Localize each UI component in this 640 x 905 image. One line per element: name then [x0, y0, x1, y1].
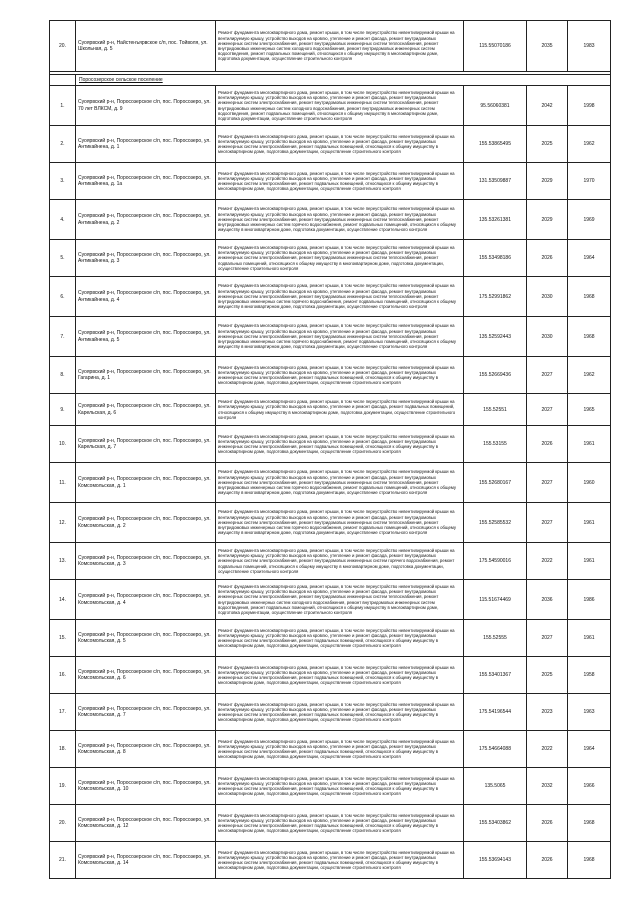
row-plan-year: 2027 [527, 357, 568, 394]
row-works: Ремонт фундамента многоквартирного дома, ремонт крыши, в том числе переустройство невентилируемой крыши на вентилируемую крышу, устройство выходов на кровлю, утепление и ремонт фасада, ремонт внутридомовых инженерных систем электроснабжения, ремонт внутридомовых инженерных систем теплоснабжения, ремонт внутридомовых инженерных систем холодного водоснабжения, ремонт внутридомовых инженерных систем водоотведения, ремонт подвальных помещений, относящихся к общему имуществу в многоквартирном доме, подготовка документации, осуществление строительного контроля [216, 21, 464, 72]
row-cost: 135.5065 [464, 768, 527, 805]
row-address: Суоярвский р-н, Поросозерское с/п, пос. Поросозеро, ул. Комсомольская, д. 5 [76, 620, 216, 657]
row-works: Ремонт фундамента многоквартирного дома, ремонт крыши, в том числе переустройство невентилируемой крыши на вентилируемую крышу, устройство выходов на кровлю, утепление и ремонт фасада, ремонт внутридомовых инженерных систем электроснабжения, ремонт внутридомовых инженерных систем теплоснабжения, ремонт внутридомовых инженерных систем холодного водоснабжения, ремонт внутридомовых инженерных систем водоотведения, ремонт подвальных помещений, относящихся к общему имуществу в многоквартирном доме, подготовка документации, осуществление строительного контроля [216, 86, 464, 126]
row-plan-year: 2036 [527, 580, 568, 620]
row-cost: 95.56060381 [464, 86, 527, 126]
row-works: Ремонт фундамента многоквартирного дома, ремонт крыши, в том числе переустройство невентилируемой крыши на вентилируемую крышу, устройство выходов на кровлю, утепление и ремонт фасада, ремонт внутридомовых инженерных систем электроснабжения, ремонт подвальных помещений, относящихся к общему имуществу в многоквартирном доме, подготовка документации, осуществление строительного контроля [216, 657, 464, 694]
row-cost: 155.53401367 [464, 657, 527, 694]
table-row [50, 277, 611, 317]
row-cost: 155.52551 [464, 394, 527, 426]
row-plan-year: 2030 [527, 277, 568, 317]
row-address: Суоярвский р-н, Поросозерское с/п, пос. Поросозеро, ул. Комсомольская, д. 10 [76, 768, 216, 805]
row-built-year: 1968 [568, 277, 611, 317]
table-row [50, 426, 611, 463]
row-cost: 155.52669436 [464, 357, 527, 394]
row-built-year: 1966 [568, 768, 611, 805]
row-cost: 131.53509887 [464, 163, 527, 200]
row-cost: 175.52991862 [464, 277, 527, 317]
row-number: 20. [50, 805, 76, 842]
table-row [50, 731, 611, 768]
row-number: 16. [50, 657, 76, 694]
table-row [50, 86, 611, 126]
row-built-year: 1986 [568, 580, 611, 620]
row-built-year: 1960 [568, 463, 611, 503]
row-plan-year: 2042 [527, 86, 568, 126]
table-body [50, 21, 611, 879]
row-cost: 155.53498186 [464, 240, 527, 277]
row-plan-year: 2029 [527, 163, 568, 200]
section-row [50, 75, 611, 86]
row-works: Ремонт фундамента многоквартирного дома, ремонт крыши, в том числе переустройство невентилируемой крыши на вентилируемую крышу, устройство выходов на кровлю, утепление и ремонт фасада, ремонт внутридомовых инженерных систем электроснабжения, ремонт внутридомовых инженерных систем теплоснабжения, ремонт внутридомовых инженерных систем горячего водоснабжения, ремонт подвальных помещений, относящихся к общему имуществу в многоквартирном доме, подготовка документации, осуществление строительного контроля [216, 200, 464, 240]
row-works: Ремонт фундамента многоквартирного дома, ремонт крыши, в том числе переустройство невентилируемой крыши на вентилируемую крышу, устройство выходов на кровлю, утепление и ремонт фасада, ремонт внутридомовых инженерных систем электроснабжения, ремонт внутридомовых инженерных систем горячего водоснабжения, ремонт подвальных помещений, относящихся к общему имуществу в многоквартирном доме, подготовка документации, осуществление строительного контроля [216, 543, 464, 580]
row-works: Ремонт фундамента многоквартирного дома, ремонт крыши, в том числе переустройство невентилируемой крыши на вентилируемую крышу, устройство выходов на кровлю, утепление и ремонт фасада, ремонт внутридомовых инженерных систем электроснабжения, ремонт внутридомовых инженерных систем теплоснабжения, ремонт внутридомовых инженерных систем горячего водоснабжения, ремонт подвальных помещений, относящихся к общему имуществу в многоквартирном доме, подготовка документации, осуществление строительного контроля [216, 463, 464, 503]
row-number: 14. [50, 580, 76, 620]
row-cost: 175.54196544 [464, 694, 527, 731]
table-row [50, 357, 611, 394]
row-plan-year: 2026 [527, 842, 568, 879]
section-num-cell [50, 75, 76, 86]
row-address: Суоярвский р-н, Поросозерское с/п, пос. Поросозеро, ул. Комсомольская, д. 7 [76, 694, 216, 731]
row-number: 19. [50, 768, 76, 805]
row-works: Ремонт фундамента многоквартирного дома, ремонт крыши, в том числе переустройство невентилируемой крыши на вентилируемую крышу, устройство выходов на кровлю, утепление и ремонт фасада, ремонт внутридомовых инженерных систем электроснабжения, ремонт подвальных помещений, относящихся к общему имуществу в многоквартирном доме, подготовка документации, осуществление строительного контроля [216, 126, 464, 163]
row-plan-year: 2035 [527, 21, 568, 72]
row-address: Суоярвский р-н, Поросозерское с/п, пос. Поросозеро, ул. Комсомольская, д. 4 [76, 580, 216, 620]
row-address: Суоярвский р-н, Поросозерское с/п, пос. Поросозеро, ул. 70 лет ВЛКСМ, д. 9 [76, 86, 216, 126]
row-number: 2. [50, 126, 76, 163]
row-plan-year: 2026 [527, 240, 568, 277]
row-works: Ремонт фундамента многоквартирного дома, ремонт крыши, в том числе переустройство невентилируемой крыши на вентилируемую крышу, устройство выходов на кровлю, утепление и ремонт фасада, ремонт внутридомовых инженерных систем электроснабжения, ремонт подвальных помещений, относящихся к общему имуществу в многоквартирном доме, подготовка документации, осуществление строительного контроля [216, 805, 464, 842]
row-plan-year: 2029 [527, 200, 568, 240]
row-number: 7. [50, 317, 76, 357]
row-address: Суоярвский р-н, Поросозерское с/п, пос. Поросозеро, ул. Антикайнена, д. 2 [76, 200, 216, 240]
row-works: Ремонт фундамента многоквартирного дома, ремонт крыши, в том числе переустройство невентилируемой крыши на вентилируемую крышу, устройство выходов на кровлю, утепление и ремонт фасада, ремонт внутридомовых инженерных систем электроснабжения, ремонт подвальных помещений, относящихся к общему имуществу в многоквартирном доме, подготовка документации, осуществление строительного контроля [216, 694, 464, 731]
row-built-year: 1961 [568, 620, 611, 657]
row-built-year: 1968 [568, 317, 611, 357]
row-address: Суоярвский р-н, Поросозерское с/п, пос. Поросозеро, ул. Комсомольская, д. 1 [76, 463, 216, 503]
table-row [50, 694, 611, 731]
table-row [50, 620, 611, 657]
row-address: Суоярвский р-н, Найстенъярвское с/п, пос. Тойволя, ул. Школьная, д. 5 [76, 21, 216, 72]
table-row [50, 200, 611, 240]
table-row [50, 463, 611, 503]
table-row [50, 163, 611, 200]
row-works: Ремонт фундамента многоквартирного дома, ремонт крыши, в том числе переустройство невентилируемой крыши на вентилируемую крышу, устройство выходов на кровлю, утепление и ремонт фасада, ремонт подвальных помещений, относящихся к общему имуществу в многоквартирном доме, подготовка документации, осуществление строительного контроля [216, 394, 464, 426]
table-row [50, 768, 611, 805]
row-cost: 155.53155 [464, 426, 527, 463]
row-built-year: 1961 [568, 543, 611, 580]
row-number: 3. [50, 163, 76, 200]
row-number: 18. [50, 731, 76, 768]
row-plan-year: 2027 [527, 394, 568, 426]
row-address: Суоярвский р-н, Поросозерское с/п, пос. Поросозеро, ул. Антикайнена, д. 5 [76, 317, 216, 357]
row-built-year: 1958 [568, 657, 611, 694]
row-plan-year: 2022 [527, 543, 568, 580]
section-title: Поросозерское сельское поселение [76, 75, 611, 86]
row-address: Суоярвский р-н, Поросозерское с/п, пос. Поросозеро, ул. Антикайнена, д. 3 [76, 240, 216, 277]
table-row [50, 543, 611, 580]
row-cost: 135.52592443 [464, 317, 527, 357]
table-row [50, 21, 611, 72]
row-cost: 155.52680167 [464, 463, 527, 503]
row-number: 5. [50, 240, 76, 277]
row-plan-year: 2025 [527, 657, 568, 694]
row-cost: 175.54590016 [464, 543, 527, 580]
row-plan-year: 2023 [527, 694, 568, 731]
row-number: 15. [50, 620, 76, 657]
table-row [50, 126, 611, 163]
row-number: 4. [50, 200, 76, 240]
row-works: Ремонт фундамента многоквартирного дома, ремонт крыши, в том числе переустройство невентилируемой крыши на вентилируемую крышу, устройство выходов на кровлю, утепление и ремонт фасада, ремонт внутридомовых инженерных систем электроснабжения, ремонт подвальных помещений, относящихся к общему имуществу в многоквартирном доме, подготовка документации, осуществление строительного контроля [216, 842, 464, 879]
row-address: Суоярвский р-н, Поросозерское с/п, пос. Поросозеро, ул. Комсомольская, д. 12 [76, 805, 216, 842]
row-number: 9. [50, 394, 76, 426]
row-built-year: 1961 [568, 426, 611, 463]
row-number: 8. [50, 357, 76, 394]
table-row [50, 805, 611, 842]
row-address: Суоярвский р-н, Поросозерское с/п, пос. Поросозеро, ул. Гагарина, д. 1 [76, 357, 216, 394]
row-address: Суоярвский р-н, Поросозерское с/п, пос. Поросозеро, ул. Комсомольская, д. 3 [76, 543, 216, 580]
row-cost: 135.53261381 [464, 200, 527, 240]
row-built-year: 1965 [568, 394, 611, 426]
row-works: Ремонт фундамента многоквартирного дома, ремонт крыши, в том числе переустройство невентилируемой крыши на вентилируемую крышу, устройство выходов на кровлю, утепление и ремонт фасада, ремонт внутридомовых инженерных систем электроснабжения, ремонт подвальных помещений, относящихся к общему имуществу в многоквартирном доме, подготовка документации, осуществление строительного контроля [216, 620, 464, 657]
row-works: Ремонт фундамента многоквартирного дома, ремонт крыши, в том числе переустройство невентилируемой крыши на вентилируемую крышу, устройство выходов на кровлю, утепление и ремонт фасада, ремонт внутридомовых инженерных систем электроснабжения, ремонт внутридомовых инженерных систем теплоснабжения, ремонт внутридомовых инженерных систем горячего водоснабжения, ремонт подвальных помещений, относящихся к общему имуществу в многоквартирном доме, подготовка документации, осуществление строительного контроля [216, 317, 464, 357]
table-row [50, 842, 611, 879]
row-number: 13. [50, 543, 76, 580]
row-number: 21. [50, 842, 76, 879]
row-built-year: 1983 [568, 21, 611, 72]
row-works: Ремонт фундамента многоквартирного дома, ремонт крыши, в том числе переустройство невентилируемой крыши на вентилируемую крышу, устройство выходов на кровлю, утепление и ремонт фасада, ремонт внутридомовых инженерных систем электроснабжения, ремонт внутридомовых инженерных систем теплоснабжения, ремонт внутридомовых инженерных систем холодного водоснабжения, ремонт внутридомовых инженерных систем водоотведения, ремонт подвальных помещений, относящихся к общему имуществу в многоквартирном доме, подготовка документации, осуществление строительного контроля [216, 580, 464, 620]
row-built-year: 1964 [568, 240, 611, 277]
row-address: Суоярвский р-н, Поросозерское с/п, пос. Поросозеро, ул. Комсомольская, д. 6 [76, 657, 216, 694]
row-built-year: 1963 [568, 694, 611, 731]
row-address: Суоярвский р-н, Поросозерское с/п, пос. Поросозеро, ул. Карельская, д. 7 [76, 426, 216, 463]
table-row [50, 317, 611, 357]
row-built-year: 1962 [568, 126, 611, 163]
row-plan-year: 2027 [527, 463, 568, 503]
row-built-year: 1962 [568, 357, 611, 394]
row-number: 20. [50, 21, 76, 72]
row-built-year: 1970 [568, 163, 611, 200]
row-cost: 175.54664088 [464, 731, 527, 768]
row-address: Суоярвский р-н, Поросозерское с/п, пос. Поросозеро, ул. Карельская, д. 6 [76, 394, 216, 426]
table-row [50, 394, 611, 426]
row-built-year: 1998 [568, 86, 611, 126]
row-works: Ремонт фундамента многоквартирного дома, ремонт крыши, в том числе переустройство невентилируемой крыши на вентилируемую крышу, устройство выходов на кровлю, утепление и ремонт фасада, ремонт внутридомовых инженерных систем электроснабжения, ремонт внутридомовых инженерных систем теплоснабжения, ремонт внутридомовых инженерных систем горячего водоснабжения, ремонт подвальных помещений, относящихся к общему имуществу в многоквартирном доме, подготовка документации, осуществление строительного контроля [216, 277, 464, 317]
row-number: 10. [50, 426, 76, 463]
row-number: 17. [50, 694, 76, 731]
row-plan-year: 2025 [527, 126, 568, 163]
row-number: 1. [50, 86, 76, 126]
row-plan-year: 2027 [527, 620, 568, 657]
row-built-year: 1961 [568, 503, 611, 543]
row-built-year: 1968 [568, 805, 611, 842]
row-plan-year: 2030 [527, 317, 568, 357]
row-address: Суоярвский р-н, Поросозерское с/п, пос. Поросозеро, ул. Комсомольская, д. 14 [76, 842, 216, 879]
row-plan-year: 2022 [527, 731, 568, 768]
row-number: 11. [50, 463, 76, 503]
row-cost: 115.51674469 [464, 580, 527, 620]
row-cost: 155.53865495 [464, 126, 527, 163]
table-row [50, 240, 611, 277]
row-works: Ремонт фундамента многоквартирного дома, ремонт крыши, в том числе переустройство невентилируемой крыши на вентилируемую крышу, устройство выходов на кровлю, утепление и ремонт фасада, ремонт внутридомовых инженерных систем электроснабжения, ремонт внутридомовых инженерных систем теплоснабжения, ремонт подвальных помещений, относящихся к общему имуществу в многоквартирном доме, подготовка документации, осуществление строительного контроля [216, 240, 464, 277]
row-plan-year: 2027 [527, 503, 568, 543]
row-built-year: 1969 [568, 200, 611, 240]
table-row [50, 503, 611, 543]
row-works: Ремонт фундамента многоквартирного дома, ремонт крыши, в том числе переустройство невентилируемой крыши на вентилируемую крышу, устройство выходов на кровлю, утепление и ремонт фасада, ремонт внутридомовых инженерных систем электроснабжения, ремонт подвальных помещений, относящихся к общему имуществу в многоквартирном доме, подготовка документации, осуществление строительного контроля [216, 731, 464, 768]
row-plan-year: 2026 [527, 426, 568, 463]
row-address: Суоярвский р-н, Поросозерское с/п, пос. Поросозеро, ул. Антикайнена, д. 1а [76, 163, 216, 200]
row-built-year: 1964 [568, 731, 611, 768]
row-cost: 115.55070186 [464, 21, 527, 72]
row-works: Ремонт фундамента многоквартирного дома, ремонт крыши, в том числе переустройство невентилируемой крыши на вентилируемую крышу, устройство выходов на кровлю, утепление и ремонт фасада, ремонт внутридомовых инженерных систем электроснабжения, ремонт подвальных помещений, относящихся к общему имуществу в многоквартирном доме, подготовка документации, осуществление строительного контроля [216, 768, 464, 805]
row-works: Ремонт фундамента многоквартирного дома, ремонт крыши, в том числе переустройство невентилируемой крыши на вентилируемую крышу, устройство выходов на кровлю, утепление и ремонт фасада, ремонт внутридомовых инженерных систем электроснабжения, ремонт подвальных помещений, относящихся к общему имуществу в многоквартирном доме, подготовка документации, осуществление строительного контроля [216, 163, 464, 200]
row-address: Суоярвский р-н, Поросозерское с/п, пос. Поросозеро, ул. Антикайнена, д. 4 [76, 277, 216, 317]
row-works: Ремонт фундамента многоквартирного дома, ремонт крыши, в том числе переустройство невентилируемой крыши на вентилируемую крышу, устройство выходов на кровлю, утепление и ремонт фасада, ремонт внутридомовых инженерных систем электроснабжения, ремонт внутридомовых инженерных систем теплоснабжения, ремонт внутридомовых инженерных систем горячего водоснабжения, ремонт подвальных помещений, относящихся к общему имуществу в многоквартирном доме, подготовка документации, осуществление строительного контроля [216, 503, 464, 543]
document-sheet [49, 20, 610, 879]
row-number: 6. [50, 277, 76, 317]
row-cost: 155.52585532 [464, 503, 527, 543]
row-plan-year: 2032 [527, 768, 568, 805]
row-works: Ремонт фундамента многоквартирного дома, ремонт крыши, в том числе переустройство невентилируемой крыши на вентилируемую крышу, устройство выходов на кровлю, утепление и ремонт фасада, ремонт внутридомовых инженерных систем электроснабжения, ремонт подвальных помещений, относящихся к общему имуществу в многоквартирном доме, подготовка документации, осуществление строительного контроля [216, 426, 464, 463]
table-row [50, 657, 611, 694]
row-address: Суоярвский р-н, Поросозерское с/п, пос. Поросозеро, ул. Антикайнена, д. 1 [76, 126, 216, 163]
row-cost: 155.53694143 [464, 842, 527, 879]
row-plan-year: 2026 [527, 805, 568, 842]
table-row [50, 580, 611, 620]
row-address: Суоярвский р-н, Поросозерское с/п, пос. Поросозеро, ул. Комсомольская, д. 2 [76, 503, 216, 543]
row-address: Суоярвский р-н, Поросозерское с/п, пос. Поросозеро, ул. Комсомольская, д. 8 [76, 731, 216, 768]
row-cost: 155.53403862 [464, 805, 527, 842]
row-cost: 155.52555 [464, 620, 527, 657]
row-built-year: 1968 [568, 842, 611, 879]
row-number: 12. [50, 503, 76, 543]
capital-repair-table [49, 20, 611, 879]
row-works: Ремонт фундамента многоквартирного дома, ремонт крыши, в том числе переустройство невентилируемой крыши на вентилируемую крышу, устройство выходов на кровлю, утепление и ремонт фасада, ремонт внутридомовых инженерных систем электроснабжения, ремонт подвальных помещений, относящихся к общему имуществу в многоквартирном доме, подготовка документации, осуществление строительного контроля [216, 357, 464, 394]
